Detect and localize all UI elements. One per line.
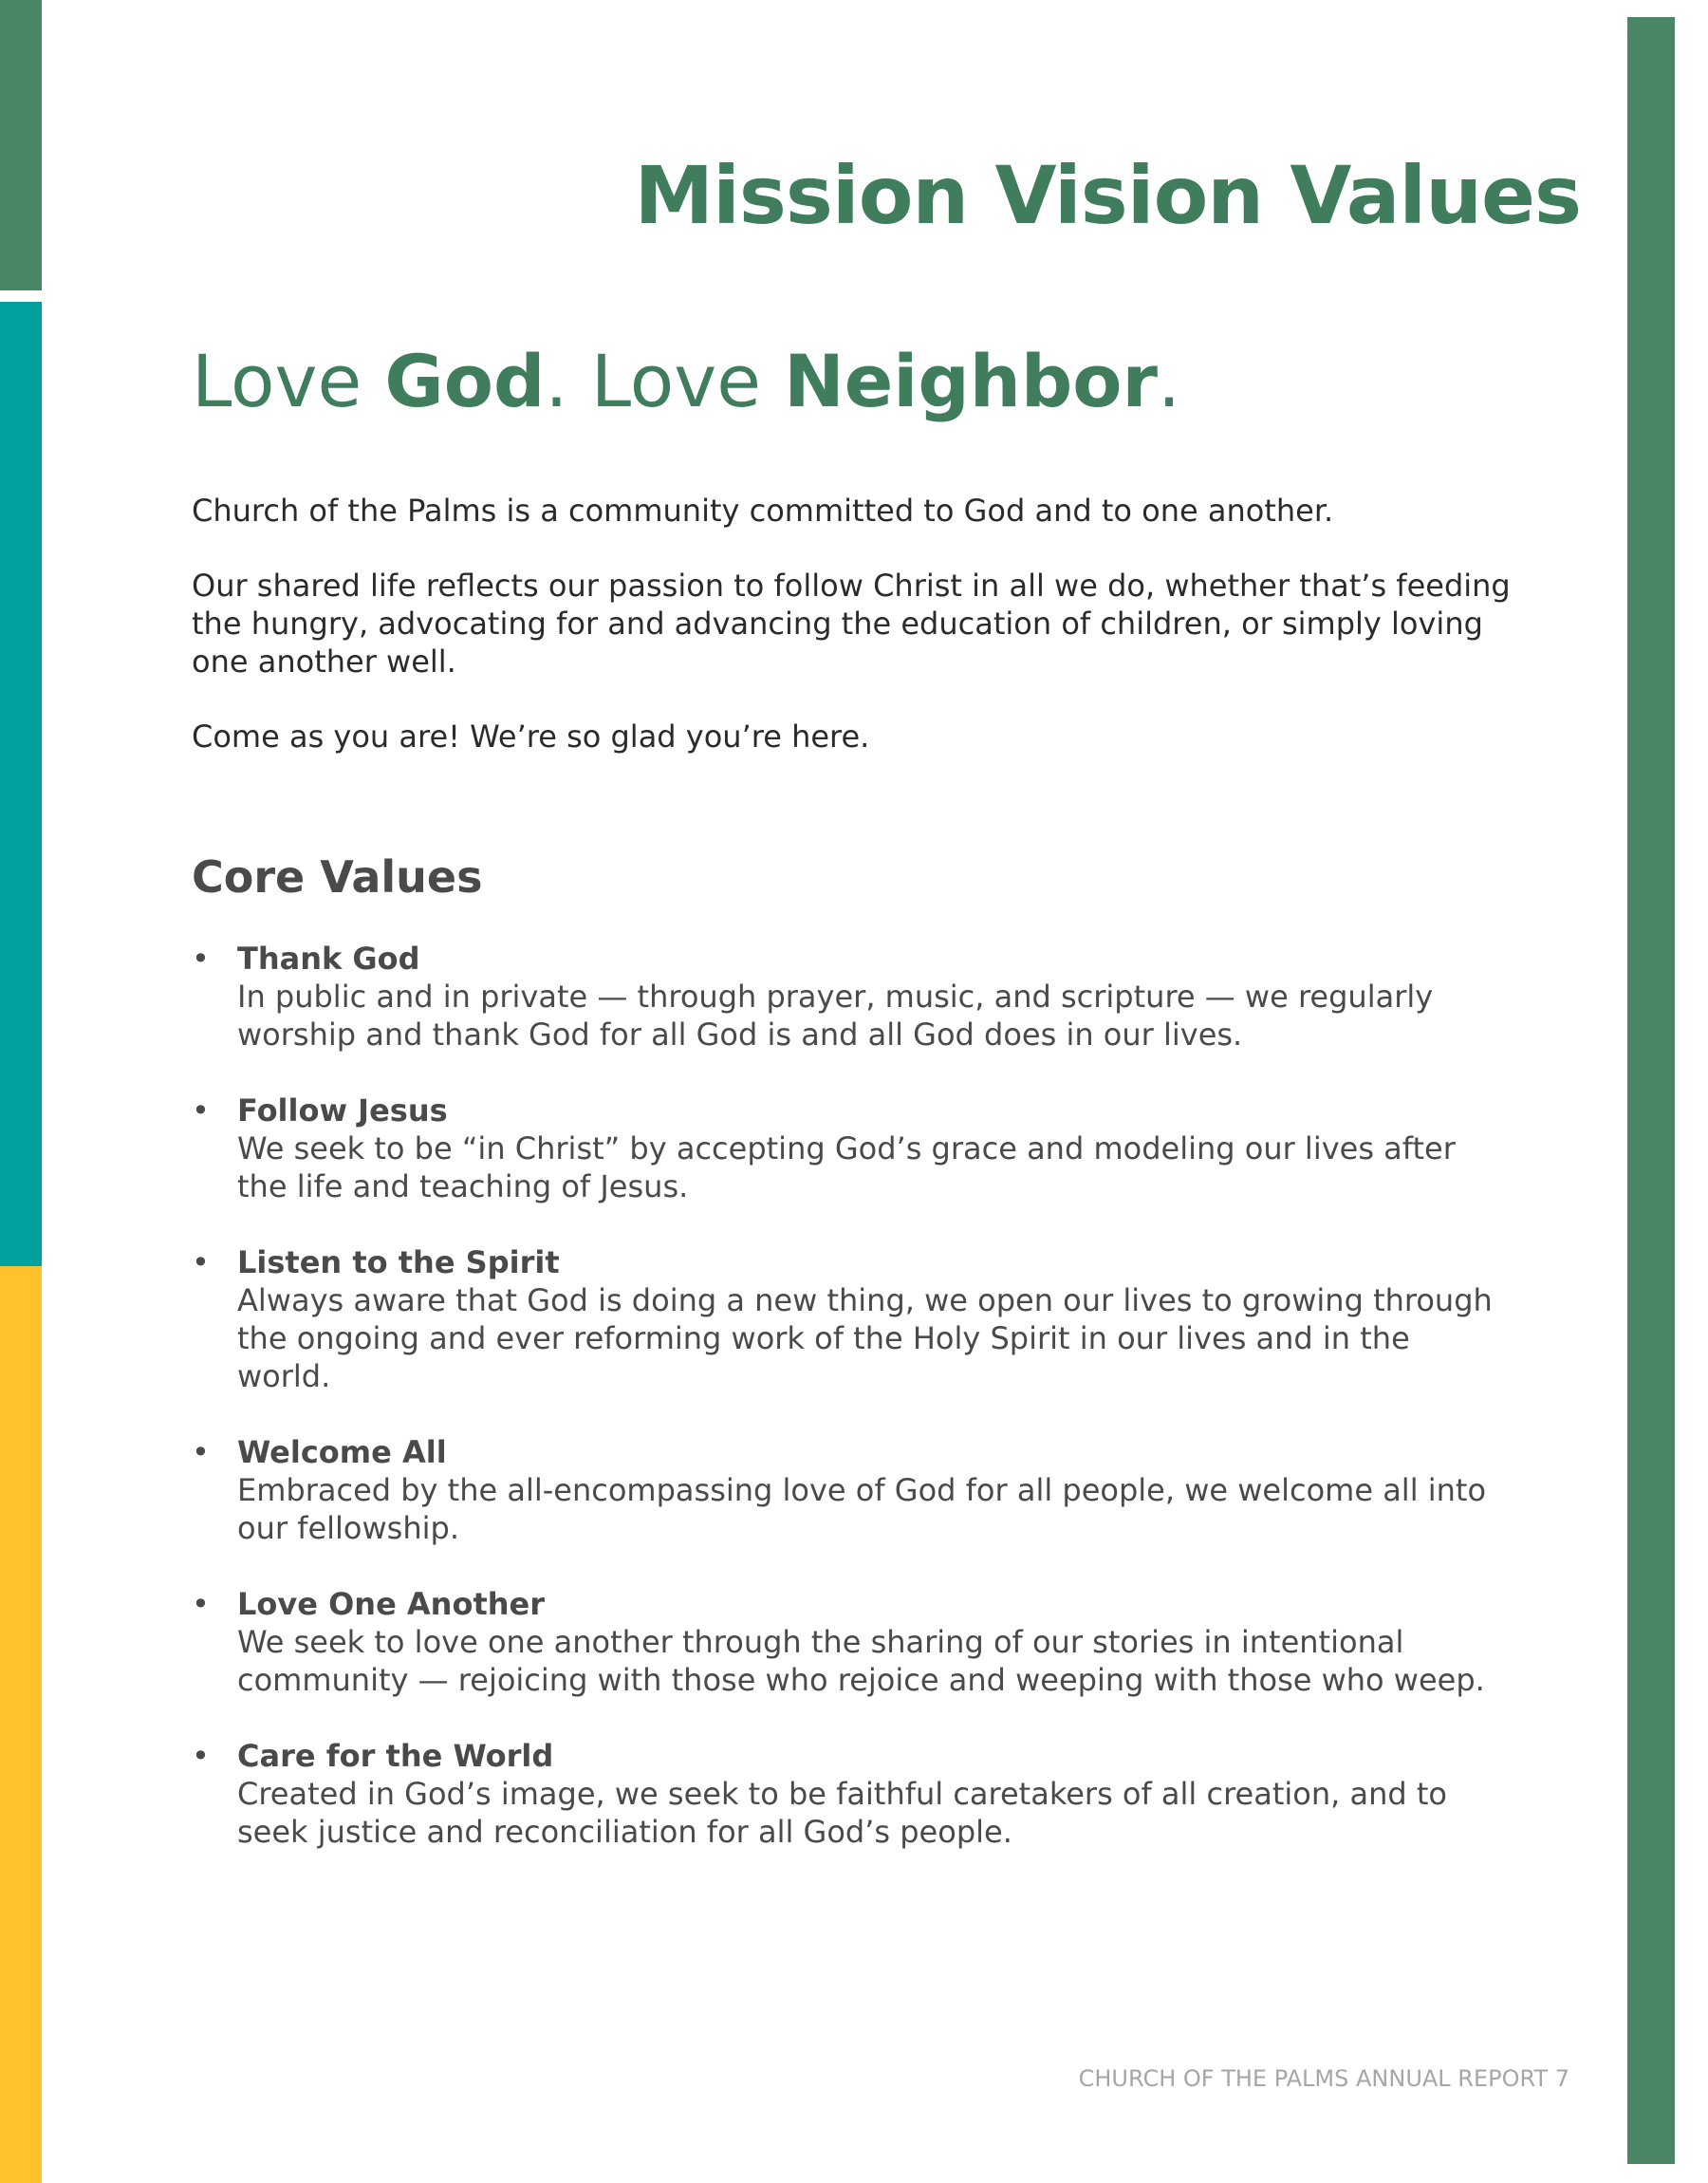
right-accent-bar <box>1627 17 1675 2164</box>
tagline <box>192 340 1180 422</box>
core-value-description: Always aware that God is doing a new thing, we open our lives to growing through the ongoing and ever reforming work of the Holy Spirit in our lives and in the world. <box>237 1282 1493 1394</box>
core-value-item <box>192 940 1511 1054</box>
intro-paragraph: Church of the Palms is a community committed to God and to one another. <box>192 493 1334 529</box>
bullet-icon: • <box>192 1738 210 1774</box>
tagline-emphasis-god: God <box>384 339 546 423</box>
core-value-item <box>192 1585 1511 1699</box>
intro-paragraph: Our shared life reflects our passion to follow Christ in all we do, whether that’s feeding the hungry, advocating for and advancing the education of children, or simply loving one another well. <box>192 568 1511 680</box>
intro-paragraph: Come as you are! We’re so glad you’re here. <box>192 718 870 755</box>
page-footer: CHURCH OF THE PALMS ANNUAL REPORT 7 <box>1078 2065 1569 2092</box>
tagline-text: Love <box>192 339 385 423</box>
core-values-heading: Core Values <box>192 851 483 903</box>
left-accent-bar-teal <box>0 302 42 1266</box>
page-title: Mission Vision Values <box>634 149 1581 242</box>
left-accent-bar-yellow <box>0 1266 42 2183</box>
core-value-title: Follow Jesus <box>237 1092 448 1129</box>
tagline-text: . <box>1157 339 1181 423</box>
core-value-item <box>192 1737 1511 1851</box>
core-value-description: We seek to love one another through the sharing of our stories in intentional community — rejoicing with those who rejoice and weeping with those who weep. <box>237 1624 1485 1698</box>
core-value-description: In public and in private — through prayer, music, and scripture — we regularly worship and thank God for all God is and all God does in our lives. <box>237 979 1434 1053</box>
core-value-item <box>192 1433 1511 1547</box>
tagline-emphasis-neighbor: Neighbor <box>784 339 1158 423</box>
intro-section <box>192 492 1539 793</box>
core-value-title: Listen to the Spirit <box>237 1244 560 1280</box>
core-value-item <box>192 1092 1511 1205</box>
bullet-icon: • <box>192 1586 210 1622</box>
core-value-description: Created in God’s image, we seek to be faithful caretakers of all creation, and to seek justice and reconciliation for all God’s people. <box>237 1776 1447 1850</box>
core-values-list <box>192 940 1511 1889</box>
core-value-title: Love One Another <box>237 1586 545 1622</box>
core-value-title: Care for the World <box>237 1738 554 1774</box>
core-value-item <box>192 1243 1511 1395</box>
core-value-title: Welcome All <box>237 1434 447 1470</box>
core-value-title: Thank God <box>237 941 420 977</box>
bullet-icon: • <box>192 1244 210 1280</box>
bullet-icon: • <box>192 1434 210 1470</box>
core-value-description: We seek to be “in Christ” by accepting God’s grace and modeling our lives after the life and teaching of Jesus. <box>237 1130 1456 1204</box>
bullet-icon: • <box>192 941 210 977</box>
core-value-description: Embraced by the all-encompassing love of God for all people, we welcome all into our fellowship. <box>237 1472 1487 1546</box>
left-accent-bar-green <box>0 0 42 290</box>
tagline-text: . Love <box>545 339 785 423</box>
bullet-icon: • <box>192 1092 210 1129</box>
